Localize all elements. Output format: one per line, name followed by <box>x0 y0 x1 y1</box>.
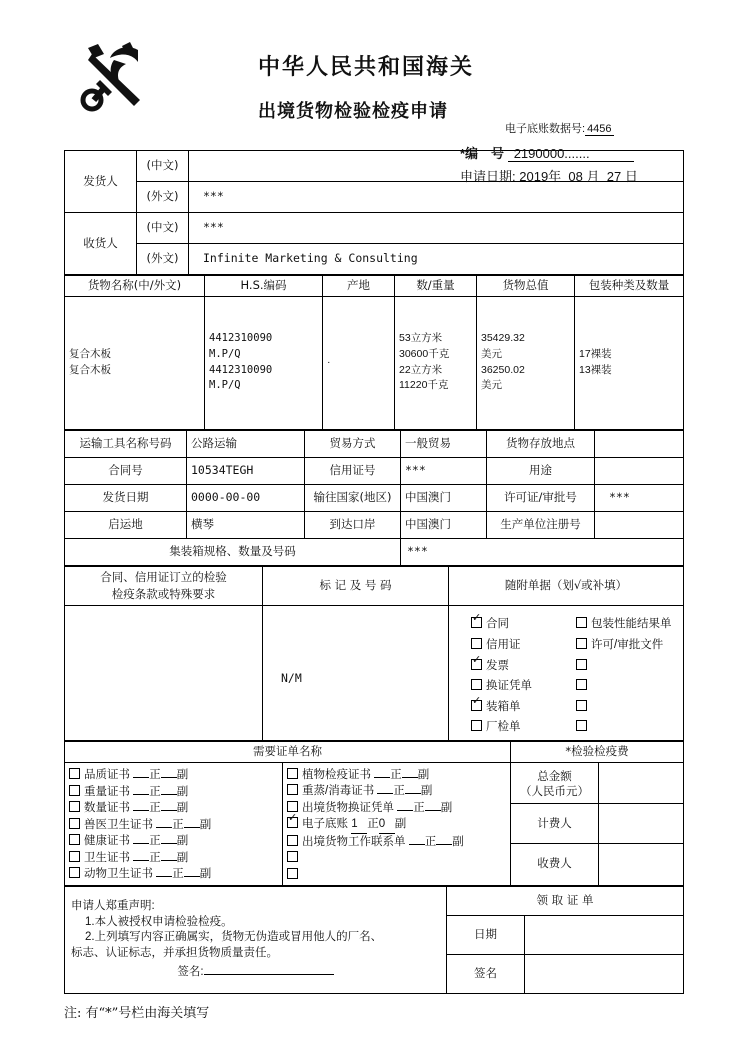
declaration-line-1: 1.本人被授权申请检验检疫。 <box>85 915 233 928</box>
attachment-label: 发票 <box>486 659 509 672</box>
apply-date-month: 08 <box>568 169 583 184</box>
cert-zheng-value[interactable]: 1 <box>351 817 367 834</box>
fee-collector-value[interactable] <box>599 844 683 884</box>
table-row <box>65 742 684 763</box>
cert-item-electronic-ledger[interactable] <box>287 816 506 834</box>
cert-unit-zheng: 正 <box>149 851 161 864</box>
attachment-label: 换证凭单 <box>486 680 532 693</box>
attachment-item-blank-4[interactable] <box>566 676 679 697</box>
apply-date-day: 27 <box>606 169 622 184</box>
goods-hs-line: M.P/Q <box>209 379 241 392</box>
serial-number-value: 2190000....... <box>508 146 634 162</box>
goods-header-name: 货物名称(中/外文) <box>65 276 205 297</box>
table-row <box>65 606 684 741</box>
ledger-label: 电子底账数据号: <box>505 123 586 135</box>
declaration-line-2: 2.上列填写内容正确属实，货物无伪造或冒用他人的厂名、 <box>85 931 383 944</box>
trade-value[interactable]: 一般贸易 <box>401 430 487 457</box>
trade-label: 贸易方式 <box>305 430 401 457</box>
table-row <box>599 844 683 884</box>
declaration-table <box>64 886 684 994</box>
ledger-number <box>505 120 614 136</box>
goods-header-hs: H.S.编码 <box>205 276 323 297</box>
goods-value-line: 美元 <box>481 379 502 392</box>
clause-label-line2: 检疫条款或特殊要求 <box>111 586 216 601</box>
cert-unit-zheng: 正 <box>172 868 184 881</box>
depart-value[interactable]: 横琴 <box>187 511 305 538</box>
fee-total-label-line1: 总金额 <box>537 768 572 783</box>
cert-zheng-value[interactable] <box>133 794 149 795</box>
ledger-value: 4456 <box>587 123 612 135</box>
certificates-label: 需要证单名称 <box>65 742 511 763</box>
table-row <box>599 764 683 804</box>
fee-calculator-value[interactable] <box>599 804 683 844</box>
cert-fu-value[interactable] <box>161 810 177 811</box>
goods-pack-line: 17裸装 <box>579 347 612 360</box>
consignee-cn-value[interactable]: *** <box>189 213 684 244</box>
cert-fu-value[interactable] <box>184 827 200 828</box>
checkbox-icon[interactable] <box>69 768 80 779</box>
goods-value-line: 美元 <box>481 347 502 360</box>
attachments-label: 随附单据（划√或补填） <box>449 566 684 606</box>
apply-date-year: 2019 <box>519 169 549 184</box>
cert-zheng-value[interactable] <box>156 827 172 828</box>
goods-hs-line: 4412310090 <box>209 332 273 345</box>
declaration-line-3: 标志、认证标志，并承担货物质量责任。 <box>71 946 278 959</box>
goods-header-value: 货物总值 <box>477 276 575 297</box>
attachment-item-blank-5[interactable] <box>566 697 679 718</box>
cert-zheng-value[interactable] <box>409 844 425 845</box>
checkbox-icon[interactable] <box>69 834 80 845</box>
attachment-label: 信用证 <box>486 638 521 651</box>
fee-total-label <box>511 764 598 804</box>
checkbox-icon[interactable] <box>471 720 482 731</box>
producer-value[interactable] <box>595 511 684 538</box>
cert-unit-zheng: 正 <box>424 835 437 848</box>
cert-fu-value[interactable] <box>425 810 441 811</box>
cert-label: 植物检疫证书 <box>302 768 371 781</box>
cert-unit-fu: 副 <box>394 818 407 831</box>
clauses-table <box>64 566 684 742</box>
permit-label: 许可证/审批号 <box>487 484 595 511</box>
checkbox-checked-icon[interactable] <box>471 617 482 628</box>
transport-table <box>64 430 684 566</box>
storage-value[interactable] <box>595 430 684 457</box>
goods-qty-cell[interactable] <box>395 296 477 429</box>
cert-unit-zheng: 正 <box>149 769 161 782</box>
cert-zheng-value[interactable] <box>133 843 149 844</box>
cert-label: 电子底账 <box>302 818 348 831</box>
vehicle-label: 运输工具名称号码 <box>65 430 187 457</box>
cert-zheng-value[interactable] <box>133 860 149 861</box>
receipt-sign-value[interactable] <box>525 955 684 994</box>
checkbox-icon[interactable] <box>471 679 482 690</box>
cert-fu-value[interactable] <box>161 777 177 778</box>
attachment-label: 许可/审批文件 <box>591 638 664 651</box>
cert-unit-fu: 副 <box>440 801 453 814</box>
cert-fu-value[interactable]: 0 <box>379 817 395 834</box>
cert-unit-zheng: 正 <box>393 785 405 798</box>
goods-hs-line: M.P/Q <box>209 347 241 360</box>
cert-unit-fu: 副 <box>176 835 189 848</box>
checkbox-icon[interactable] <box>576 638 587 649</box>
cert-unit-zheng: 正 <box>390 768 402 781</box>
table-row <box>511 804 598 844</box>
checkbox-icon[interactable] <box>576 659 587 670</box>
fee-labels-cell <box>511 762 599 886</box>
apply-date-year-unit: 年 <box>548 169 562 184</box>
cert-unit-fu: 副 <box>176 785 189 798</box>
contract-label: 合同号 <box>65 457 187 484</box>
table-row <box>65 511 684 538</box>
cert-fu-value[interactable] <box>436 844 452 845</box>
cert-unit-fu: 副 <box>176 802 189 815</box>
attachment-item-lc[interactable] <box>453 635 566 656</box>
goods-origin-line: · <box>327 355 331 368</box>
table-row <box>65 887 684 916</box>
mark-value[interactable]: N/M <box>263 606 449 741</box>
apply-date-label: 申请日期: <box>460 169 516 184</box>
attachment-row <box>453 676 679 697</box>
cert-unit-zheng: 正 <box>172 818 184 831</box>
cert-item-work-contact[interactable] <box>287 834 506 851</box>
cert-label: 兽医卫生证书 <box>84 818 153 831</box>
cert-item-quantity[interactable] <box>69 800 278 817</box>
clause-label-line1: 合同、信用证订立的检验 <box>100 569 227 584</box>
cert-item-blank-7[interactable] <box>287 867 506 884</box>
cert-unit-fu: 副 <box>176 851 189 864</box>
checkbox-icon[interactable] <box>287 835 298 846</box>
table-row <box>65 182 684 213</box>
goods-hs-cell[interactable] <box>205 296 323 429</box>
checkbox-icon[interactable] <box>287 784 298 795</box>
clause-label <box>65 566 263 606</box>
attachment-item-invoice[interactable] <box>453 656 566 677</box>
page-title: 中华人民共和国海关 <box>258 54 475 80</box>
lc-label: 信用证号 <box>305 457 401 484</box>
table-row <box>599 804 683 844</box>
cert-zheng-value[interactable] <box>377 793 393 794</box>
clause-value[interactable] <box>65 606 263 741</box>
attachment-item-packing-result[interactable] <box>566 614 679 635</box>
apply-date-day-unit: 日 <box>624 169 638 184</box>
fee-collector-label: 收费人 <box>537 856 572 871</box>
checkbox-icon[interactable] <box>287 851 298 862</box>
shipper-fn-value[interactable]: *** <box>189 182 684 213</box>
receipt-date-value[interactable] <box>525 916 684 955</box>
use-value[interactable] <box>595 457 684 484</box>
cert-label: 品质证书 <box>84 769 130 782</box>
attachment-label: 装箱单 <box>486 700 521 713</box>
cert-label: 出境货物换证凭单 <box>302 801 394 814</box>
goods-table <box>64 275 684 430</box>
serial-number-line <box>460 143 634 162</box>
cert-left-column <box>65 762 283 886</box>
cert-item-health[interactable] <box>69 833 278 850</box>
depart-label: 启运地 <box>65 511 187 538</box>
cert-item-fumigation[interactable] <box>287 783 506 800</box>
checkbox-icon[interactable] <box>576 700 587 711</box>
cert-zheng-value[interactable] <box>133 810 149 811</box>
cert-item-weight[interactable] <box>69 784 278 801</box>
table-row <box>65 538 684 565</box>
cert-unit-fu: 副 <box>417 768 430 781</box>
arrive-value[interactable]: 中国澳门 <box>401 511 487 538</box>
attachment-label: 合同 <box>486 618 509 631</box>
table-row <box>511 764 598 804</box>
cert-item-phytosanitary[interactable] <box>287 767 506 784</box>
serial-number-label: *编 号 <box>460 146 505 161</box>
attachment-item-permit-doc[interactable] <box>566 635 679 656</box>
cert-fu-value[interactable] <box>161 843 177 844</box>
cert-item-veterinary[interactable] <box>69 817 278 834</box>
attachments-cell <box>449 606 684 741</box>
checkbox-icon[interactable] <box>471 638 482 649</box>
cert-label: 健康证书 <box>84 835 130 848</box>
table-row <box>65 457 684 484</box>
vehicle-value[interactable]: 公路运输 <box>187 430 305 457</box>
cert-fu-value[interactable] <box>161 794 177 795</box>
cert-unit-zheng: 正 <box>413 801 425 814</box>
lc-value[interactable]: *** <box>401 457 487 484</box>
storage-label: 货物存放地点 <box>487 430 595 457</box>
attachment-row <box>453 717 679 738</box>
cert-label: 出境货物工作联系单 <box>302 835 406 848</box>
checkbox-icon[interactable] <box>287 868 298 879</box>
goods-name-cell[interactable] <box>65 296 205 429</box>
goods-name-line: 复合木板 <box>69 363 111 376</box>
cert-unit-fu: 副 <box>452 835 464 848</box>
cert-fu-value[interactable] <box>402 777 418 778</box>
receipt-date-label: 日期 <box>447 916 525 955</box>
cert-item-sanitary[interactable] <box>69 850 278 867</box>
declaration-signature[interactable] <box>71 965 440 981</box>
consignee-cn-label: (中文) <box>137 213 189 244</box>
goods-header-origin: 产地 <box>323 276 395 297</box>
fee-calculator-label: 计费人 <box>511 804 598 844</box>
goods-qty-line: 11220千克 <box>399 379 449 392</box>
attachment-item-packing-list[interactable] <box>453 697 566 718</box>
fee-values-cell <box>599 762 684 886</box>
attachment-label: 包装性能结果单 <box>591 618 672 631</box>
cert-label: 卫生证书 <box>84 851 130 864</box>
shipper-cn-label: (中文) <box>137 151 189 182</box>
checkbox-icon[interactable] <box>576 679 587 690</box>
checkbox-checked-icon[interactable] <box>287 817 298 828</box>
fee-label: *检验检疫费 <box>511 742 684 763</box>
cert-fu-value[interactable] <box>184 876 200 877</box>
table-row <box>65 566 684 606</box>
goods-header-qty: 数/重量 <box>395 276 477 297</box>
cert-unit-zheng: 正 <box>367 818 379 831</box>
consignee-fn-label: (外文) <box>137 244 189 275</box>
cert-unit-fu: 副 <box>176 769 189 782</box>
cert-fu-value[interactable] <box>405 793 421 794</box>
attachment-item-exchange-note[interactable] <box>453 676 566 697</box>
table-row <box>65 762 684 886</box>
goods-body-row <box>65 296 684 429</box>
goods-qty-line: 22立方米 <box>399 363 443 376</box>
checkbox-icon[interactable] <box>69 801 80 812</box>
attachment-item-factory-inspection[interactable] <box>453 717 566 738</box>
goods-origin-cell[interactable] <box>323 296 395 429</box>
declaration-cell <box>65 887 447 994</box>
receipt-title: 领 取 证 单 <box>447 887 684 916</box>
checkbox-icon[interactable] <box>69 818 80 829</box>
consignee-fn-value[interactable]: Infinite Marketing & Consulting <box>189 244 684 275</box>
mark-label: 标 记 及 号 码 <box>263 566 449 606</box>
receipt-sign-label: 签名 <box>447 955 525 994</box>
cert-label: 重蒸/消毒证书 <box>302 785 375 798</box>
checkbox-checked-icon[interactable] <box>471 659 482 670</box>
attachment-row <box>453 635 679 656</box>
dest-label: 输往国家(地区) <box>305 484 401 511</box>
arrive-label: 到达口岸 <box>305 511 401 538</box>
goods-pack-cell[interactable] <box>575 296 684 429</box>
attachment-item-blank-3[interactable] <box>566 656 679 677</box>
table-row <box>511 844 598 884</box>
cert-label: 重量证书 <box>84 785 130 798</box>
container-label: 集装箱规格、数量及号码 <box>65 538 401 565</box>
cert-unit-zheng: 正 <box>149 802 161 815</box>
goods-value-line: 35429.32 <box>481 332 525 345</box>
cert-unit-fu: 副 <box>199 818 212 831</box>
container-value[interactable]: *** <box>401 538 684 565</box>
checkbox-icon[interactable] <box>287 768 298 779</box>
fee-total-value[interactable] <box>599 764 683 804</box>
ship-date-label: 发货日期 <box>65 484 187 511</box>
shipper-fn-label: (外文) <box>137 182 189 213</box>
apply-date-line <box>460 166 638 185</box>
cert-item-blank-6[interactable] <box>287 850 506 867</box>
goods-hs-line: 4412310090 <box>209 363 273 376</box>
cert-right-column <box>283 762 511 886</box>
cert-label: 动物卫生证书 <box>84 868 153 881</box>
attachment-item-blank-6[interactable] <box>566 717 679 738</box>
cert-item-animal-health[interactable] <box>69 866 278 883</box>
goods-pack-line: 13裸装 <box>579 363 612 376</box>
consignee-label: 收货人 <box>65 213 137 275</box>
goods-value-line: 36250.02 <box>481 363 525 376</box>
table-row <box>65 430 684 457</box>
footer-note: 注: 有“*”号栏由海关填写 <box>64 1006 210 1022</box>
page-title-group <box>258 50 474 123</box>
cert-label: 数量证书 <box>84 802 130 815</box>
certificates-table <box>64 741 684 886</box>
checkbox-icon[interactable] <box>287 801 298 812</box>
cert-unit-fu: 副 <box>420 785 433 798</box>
fee-total-label-line2: （人民币元） <box>520 783 589 798</box>
use-label: 用途 <box>487 457 595 484</box>
cert-zheng-value[interactable] <box>133 777 149 778</box>
producer-label: 生产单位注册号 <box>487 511 595 538</box>
declaration-signature-label: 签名: <box>177 966 204 979</box>
goods-header-row <box>65 276 684 297</box>
table-row <box>65 484 684 511</box>
ship-date-value[interactable]: 0000-00-00 <box>187 484 305 511</box>
checkbox-icon[interactable] <box>69 785 80 796</box>
goods-header-pack: 包装种类及数量 <box>575 276 684 297</box>
cert-zheng-value[interactable] <box>156 876 172 877</box>
cert-unit-fu: 副 <box>199 868 212 881</box>
checkbox-icon[interactable] <box>576 720 587 731</box>
cert-zheng-value[interactable] <box>397 810 413 811</box>
declaration-title: 申请人郑重声明: <box>71 900 155 913</box>
table-row <box>65 244 684 275</box>
checkbox-icon[interactable] <box>69 851 80 862</box>
goods-qty-line: 53立方米 <box>399 332 443 345</box>
cert-item-quality[interactable] <box>69 767 278 784</box>
page-subtitle: 出境货物检验检疫申请 <box>258 101 448 122</box>
attachment-row <box>453 614 679 635</box>
apply-date-month-unit: 月 <box>586 169 600 184</box>
declaration-signature-line[interactable] <box>204 974 334 975</box>
goods-qty-line: 30600千克 <box>399 347 450 360</box>
attachment-row <box>453 697 679 718</box>
goods-value-cell[interactable] <box>477 296 575 429</box>
attachment-row <box>453 656 679 677</box>
cert-unit-zheng: 正 <box>149 785 161 798</box>
checkbox-checked-icon[interactable] <box>471 700 482 711</box>
contract-value[interactable]: 10534TEGH <box>187 457 305 484</box>
cert-fu-value[interactable] <box>161 860 177 861</box>
table-row <box>65 213 684 244</box>
dest-value[interactable]: 中国澳门 <box>401 484 487 511</box>
customs-emblem-icon <box>78 40 150 112</box>
cert-unit-zheng: 正 <box>149 835 161 848</box>
attachment-label: 厂检单 <box>486 721 521 734</box>
cert-item-exchange-note[interactable] <box>287 800 506 817</box>
permit-value[interactable]: *** <box>595 484 684 511</box>
goods-name-line: 复合木板 <box>69 347 111 360</box>
checkbox-icon[interactable] <box>576 617 587 628</box>
shipper-label: 发货人 <box>65 151 137 213</box>
attachment-item-contract[interactable] <box>453 614 566 635</box>
cert-zheng-value[interactable] <box>374 777 390 778</box>
checkbox-icon[interactable] <box>69 867 80 878</box>
